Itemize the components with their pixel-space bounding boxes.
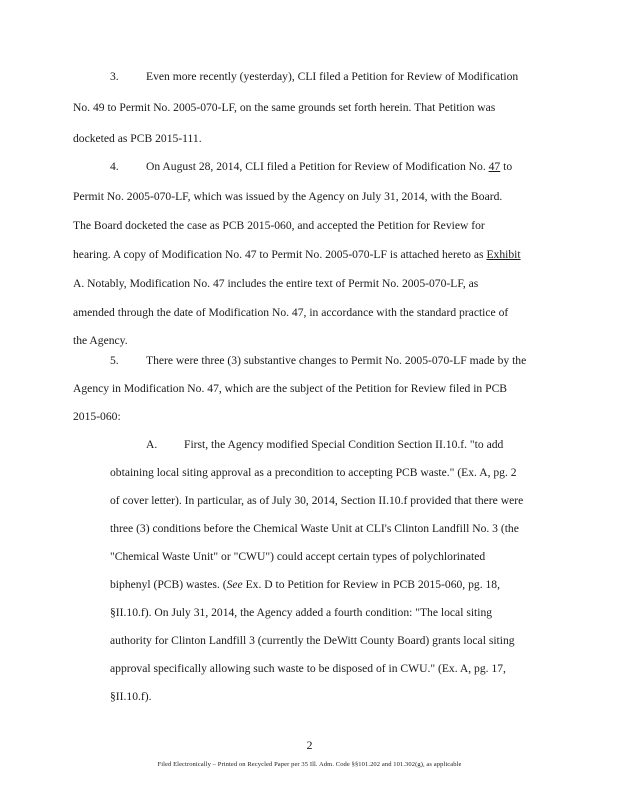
text-line: the Agency. — [73, 334, 128, 347]
text-line: First, the Agency modified Special Condition Section II.10.f. "to add — [184, 438, 504, 451]
text-line: obtaining local siting approval as a precondition to accepting PCB waste." (Ex. A, pg. 2 — [110, 466, 517, 479]
page-number: 2 — [306, 738, 313, 752]
text-line: The Board docketed the case as PCB 2015-060, and accepted the Petition for Review for — [73, 219, 485, 232]
text-line: Permit No. 2005-070-LF, which was issued by the Agency on July 31, 2014, with the Board. — [73, 190, 503, 203]
text-line: "Chemical Waste Unit" or "CWU") could accept certain types of polychlorinated — [110, 550, 486, 563]
paragraph-number: 3. — [110, 70, 119, 83]
text-line: Even more recently (yesterday), CLI filed a Petition for Review of Modification — [146, 70, 519, 83]
paragraph-number: 5. — [110, 354, 119, 367]
subparagraph-label: A. — [146, 438, 158, 451]
filing-footer: Filed Electronically – Printed on Recycled Paper per 35 Ill. Adm. Code §§101.202 and 101.302(g), as applicable — [157, 761, 462, 768]
text-line: biphenyl (PCB) wastes. (See Ex. D to Petition for Review in PCB 2015-060, pg. 18, — [110, 578, 500, 591]
paragraph-number: 4. — [110, 160, 119, 173]
text-line: approval specifically allowing such waste to be disposed of in CWU." (Ex. A, pg. 17, — [110, 662, 506, 675]
text-line: amended through the date of Modification No. 47, in accordance with the standard practice of — [73, 306, 509, 319]
underlined-text: 47 — [488, 160, 501, 173]
text-line: three (3) conditions before the Chemical Waste Unit at CLI's Clinton Landfill No. 3 (the — [110, 522, 519, 535]
text-line: No. 49 to Permit No. 2005-070-LF, on the same grounds set forth herein. That Petition was — [73, 101, 496, 114]
text-line: §II.10.f). On July 31, 2014, the Agency added a fourth condition: "The local siting — [110, 606, 493, 619]
text-line: hearing. A copy of Modification No. 47 to Permit No. 2005-070-LF is attached hereto as Exhibit — [73, 248, 521, 261]
text-line: 2015-060: — [73, 410, 121, 423]
text-line: docketed as PCB 2015-111. — [73, 132, 202, 145]
text-line: authority for Clinton Landfill 3 (currently the DeWitt County Board) grants local siting — [110, 634, 515, 647]
text-line: A. Notably, Modification No. 47 includes the entire text of Permit No. 2005-070-LF, as — [73, 277, 479, 290]
exhibit-reference: Exhibit — [486, 248, 521, 261]
text-line: Agency in Modification No. 47, which are the subject of the Petition for Review filed in PCB — [73, 382, 508, 395]
text-line: There were three (3) substantive changes to Permit No. 2005-070-LF made by the — [146, 354, 527, 367]
text-line: On August 28, 2014, CLI filed a Petition for Review of Modification No. 47 to — [146, 160, 513, 173]
text-line: §II.10.f). — [110, 690, 152, 703]
italic-signal: See — [226, 578, 243, 591]
text-line: of cover letter). In particular, as of July 30, 2014, Section II.10.f provided that there were — [110, 494, 524, 507]
